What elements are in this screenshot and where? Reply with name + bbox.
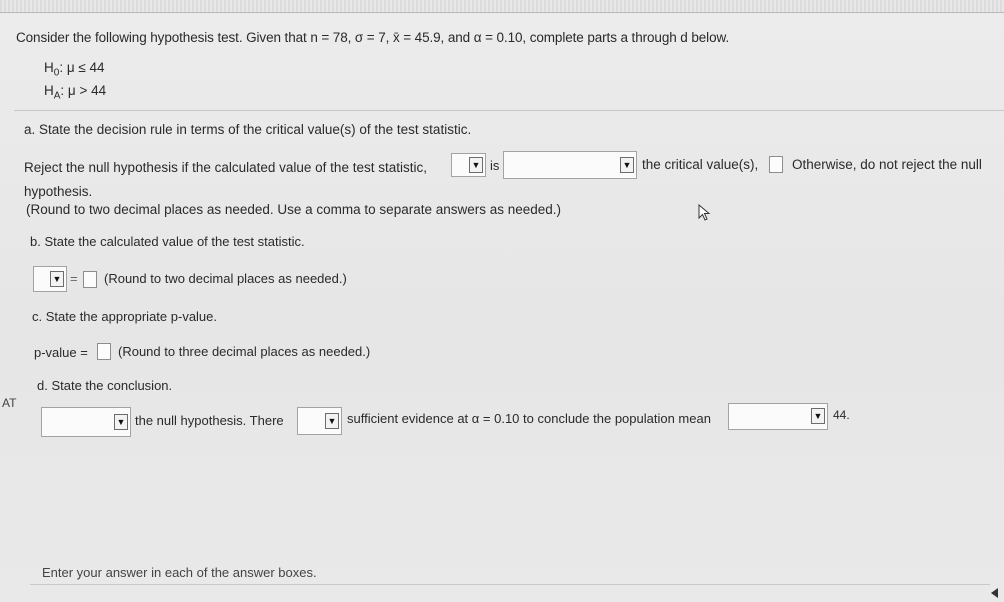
side-label: AT [2,396,17,410]
comparison-select[interactable] [503,151,637,179]
evidence-select[interactable] [297,407,342,435]
null-hypothesis: $H_0$: μ ≤ 44 [44,60,105,79]
critical-value-label: the critical value(s), [642,157,759,172]
top-divider [0,12,1004,13]
alternative-hypothesis: $H_A$: μ > 44 [44,83,107,102]
equals-sign: = [70,271,78,286]
chevron-down-icon: ▼ [469,157,483,173]
chevron-down-icon: ▼ [50,271,64,287]
part-a-heading: a. State the decision rule in terms of the critical value(s) of the test statistic. [24,122,472,137]
collapse-arrow-icon[interactable] [991,588,998,598]
chevron-down-icon: ▼ [325,413,339,429]
intro-divider [14,110,1004,111]
footer-divider [30,584,990,585]
conclusion-text-1: the null hypothesis. There [135,413,284,428]
chevron-down-icon: ▼ [114,414,128,430]
hypothesized-mean-value: 44. [833,408,850,422]
statistic-symbol-select[interactable] [33,266,67,292]
chevron-down-icon: ▼ [811,408,825,424]
hypothesis-word: hypothesis. [24,184,93,199]
part-b-round-note: (Round to two decimal places as needed.) [104,271,347,286]
mean-comparison-select[interactable] [728,403,828,430]
part-a-round-note: (Round to two decimal places as needed. Use a comma to separate answers as needed.) [26,202,562,217]
conclusion-text-2: sufficient evidence at α = 0.10 to conclude the population mean [347,411,711,426]
decision-rule-text: Reject the null hypothesis if the calculated value of the test statistic, [24,160,427,175]
otherwise-text: Otherwise, do not reject the null [792,157,982,172]
question-intro: Consider the following hypothesis test. Given that n = 78, σ = 7, x̄ = 45.9, and α = 0.10, complete parts a through d below. [16,30,730,45]
critical-value-input[interactable] [769,156,783,173]
part-c-heading: c. State the appropriate p-value. [32,309,218,324]
top-strip [0,0,1004,12]
footer-instruction: Enter your answer in each of the answer boxes. [42,565,317,580]
chevron-down-icon: ▼ [620,157,634,173]
conclusion-action-select[interactable] [41,407,131,437]
part-c-round-note: (Round to three decimal places as needed.) [118,344,371,359]
mouse-pointer-icon [697,204,713,222]
part-b-heading: b. State the calculated value of the test statistic. [30,234,305,249]
p-value-input[interactable] [97,343,111,360]
p-value-label: p-value = [34,345,88,360]
is-label: is [490,158,500,173]
part-d-heading: d. State the conclusion. [37,378,173,393]
test-statistic-select[interactable] [451,153,486,177]
test-statistic-input[interactable] [83,271,97,288]
